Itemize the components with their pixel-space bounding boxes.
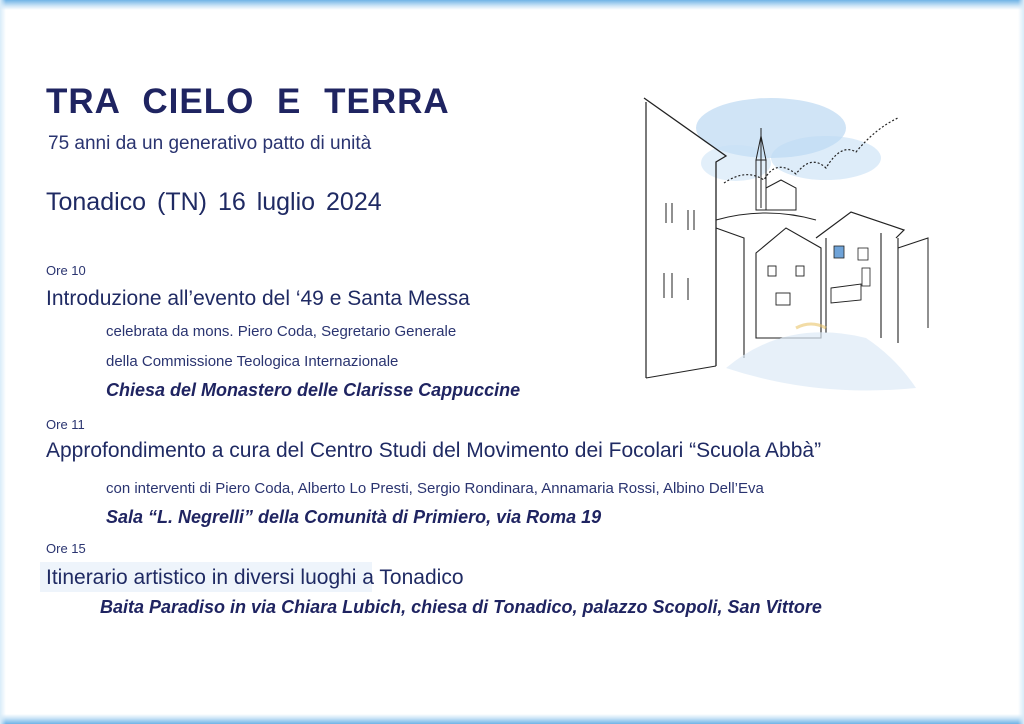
event-detail: celebrata da mons. Piero Coda, Segretario Generale	[106, 323, 457, 340]
bottom-border	[0, 714, 1024, 724]
event-venue: Baita Paradiso in via Chiara Lubich, chiesa di Tonadico, palazzo Scopoli, San Vittore	[100, 597, 822, 617]
page-title: TRA CIELO E TERRA	[46, 82, 450, 121]
village-street-sketch	[636, 88, 936, 418]
event-venue: Chiesa del Monastero delle Clarisse Cappuccine	[106, 380, 521, 400]
top-border	[0, 0, 1024, 10]
subtitle: 75 anni da un generativo patto di unità	[48, 133, 372, 154]
event-detail: della Commissione Teologica Internazionale	[106, 353, 399, 370]
place-date: Tonadico (TN) 16 luglio 2024	[46, 188, 382, 216]
time-label: Ore 10	[46, 263, 86, 278]
time-label: Ore 11	[46, 417, 85, 432]
event-venue: Sala “L. Negrelli” della Comunità di Primiero, via Roma 19	[106, 507, 602, 527]
event-title: Approfondimento a cura del Centro Studi del Movimento dei Focolari “Scuola Abbà”	[46, 439, 822, 462]
event-title: Introduzione all’evento del ‘49 e Santa Messa	[46, 287, 470, 310]
time-label: Ore 15	[46, 541, 86, 556]
event-detail: con interventi di Piero Coda, Alberto Lo Presti, Sergio Rondinara, Annamaria Rossi, Albino Dell’Eva	[106, 480, 764, 497]
left-border	[0, 0, 6, 724]
event-title: Itinerario artistico in diversi luoghi a Tonadico	[46, 566, 464, 589]
right-border	[1018, 0, 1024, 724]
